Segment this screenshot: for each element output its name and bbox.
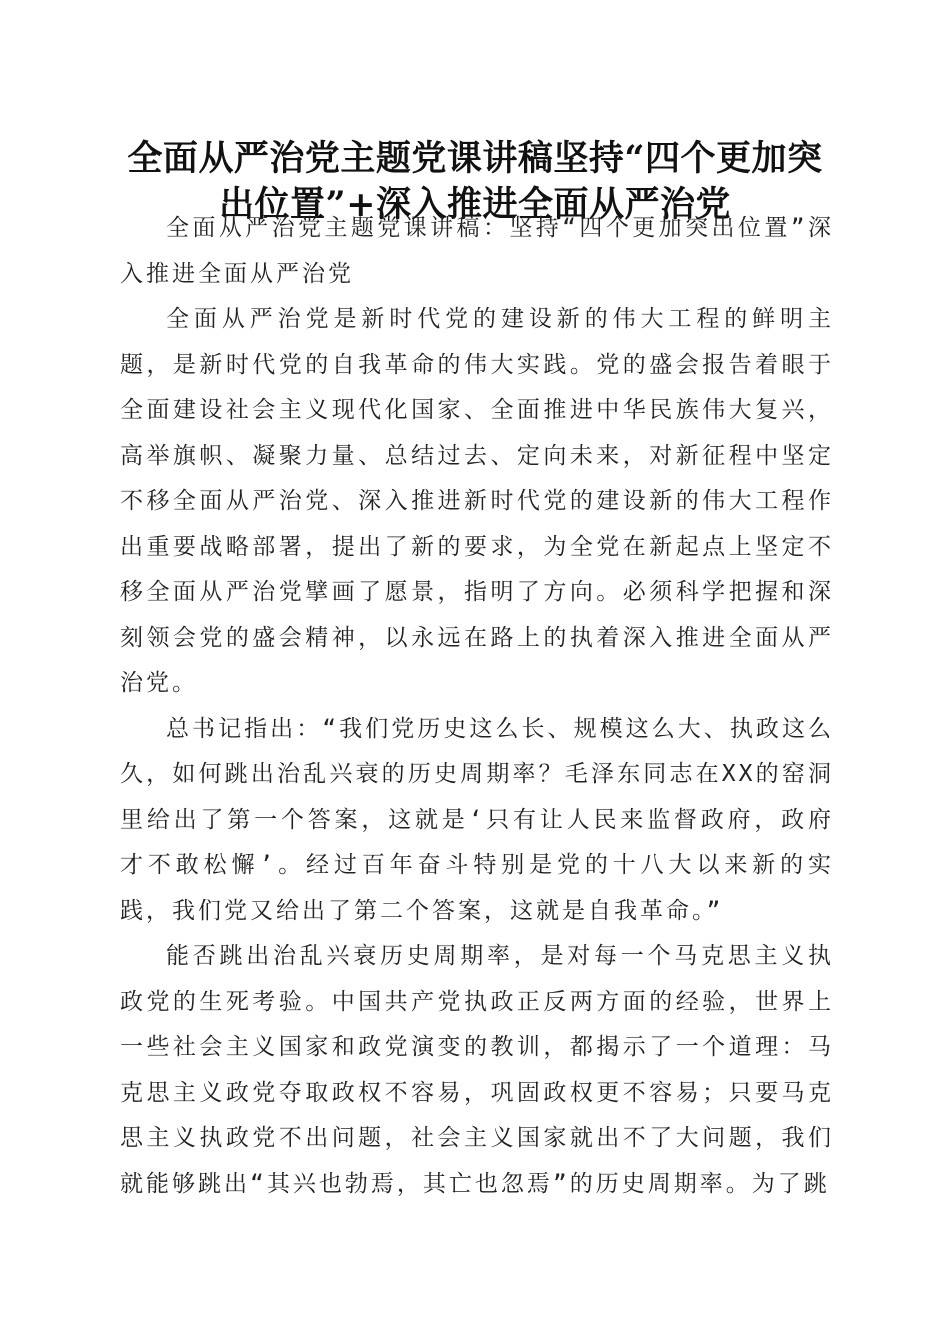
paragraph-subtitle: 全面从严治党主题党课讲稿：坚持“四个更加突出位置”深入推进全面从严治党	[120, 215, 834, 287]
document-body	[120, 206, 834, 1207]
paragraph: 全面从严治党是新时代党的建设新的伟大工程的鲜明主题，是新时代党的自我革命的伟大实践。党的盛会报告着眼于全面建设社会主义现代化国家、全面推进中华民族伟大复兴，高举旗帜、凝聚力量、总结过去、定向未来，对新征程中坚定不移全面从严治党、深入推进新时代党的建设新的伟大工程作出重要战略部署，提出了新的要求，为全党在新起点上坚定不移全面从严治党擘画了愿景，指明了方向。必须科学把握和深刻领会党的盛会精神，以永远在路上的执着深入推进全面从严治党。	[120, 306, 834, 696]
document-title: 全面从严治党主题党课讲稿坚持“四个更加突出位置”+深入推进全面从严治党	[127, 138, 823, 225]
paragraph: 总书记指出：“我们党历史这么长、规模这么大、执政这么久，如何跳出治乱兴衰的历史周期率？毛泽东同志在XX的窑洞里给出了第一个答案，这就是‘只有让人民来监督政府，政府才不敢松懈’。经过百年奋斗特别是党的十八大以来新的实践，我们党又给出了第二个答案，这就是自我革命。”	[120, 715, 834, 924]
paragraph: 能否跳出治乱兴衰历史周期率，是对每一个马克思主义执政党的生死考验。中国共产党执政正反两方面的经验，世界上一些社会主义国家和政党演变的教训，都揭示了一个道理：马克思主义政党夺取政权不容易，巩固政权更不容易；只要马克思主义执政党不出问题，社会主义国家就出不了大问题，我们就能够跳出“其兴也勃焉，其亡也忽焉”的历史周期率。为了跳	[120, 943, 834, 1197]
